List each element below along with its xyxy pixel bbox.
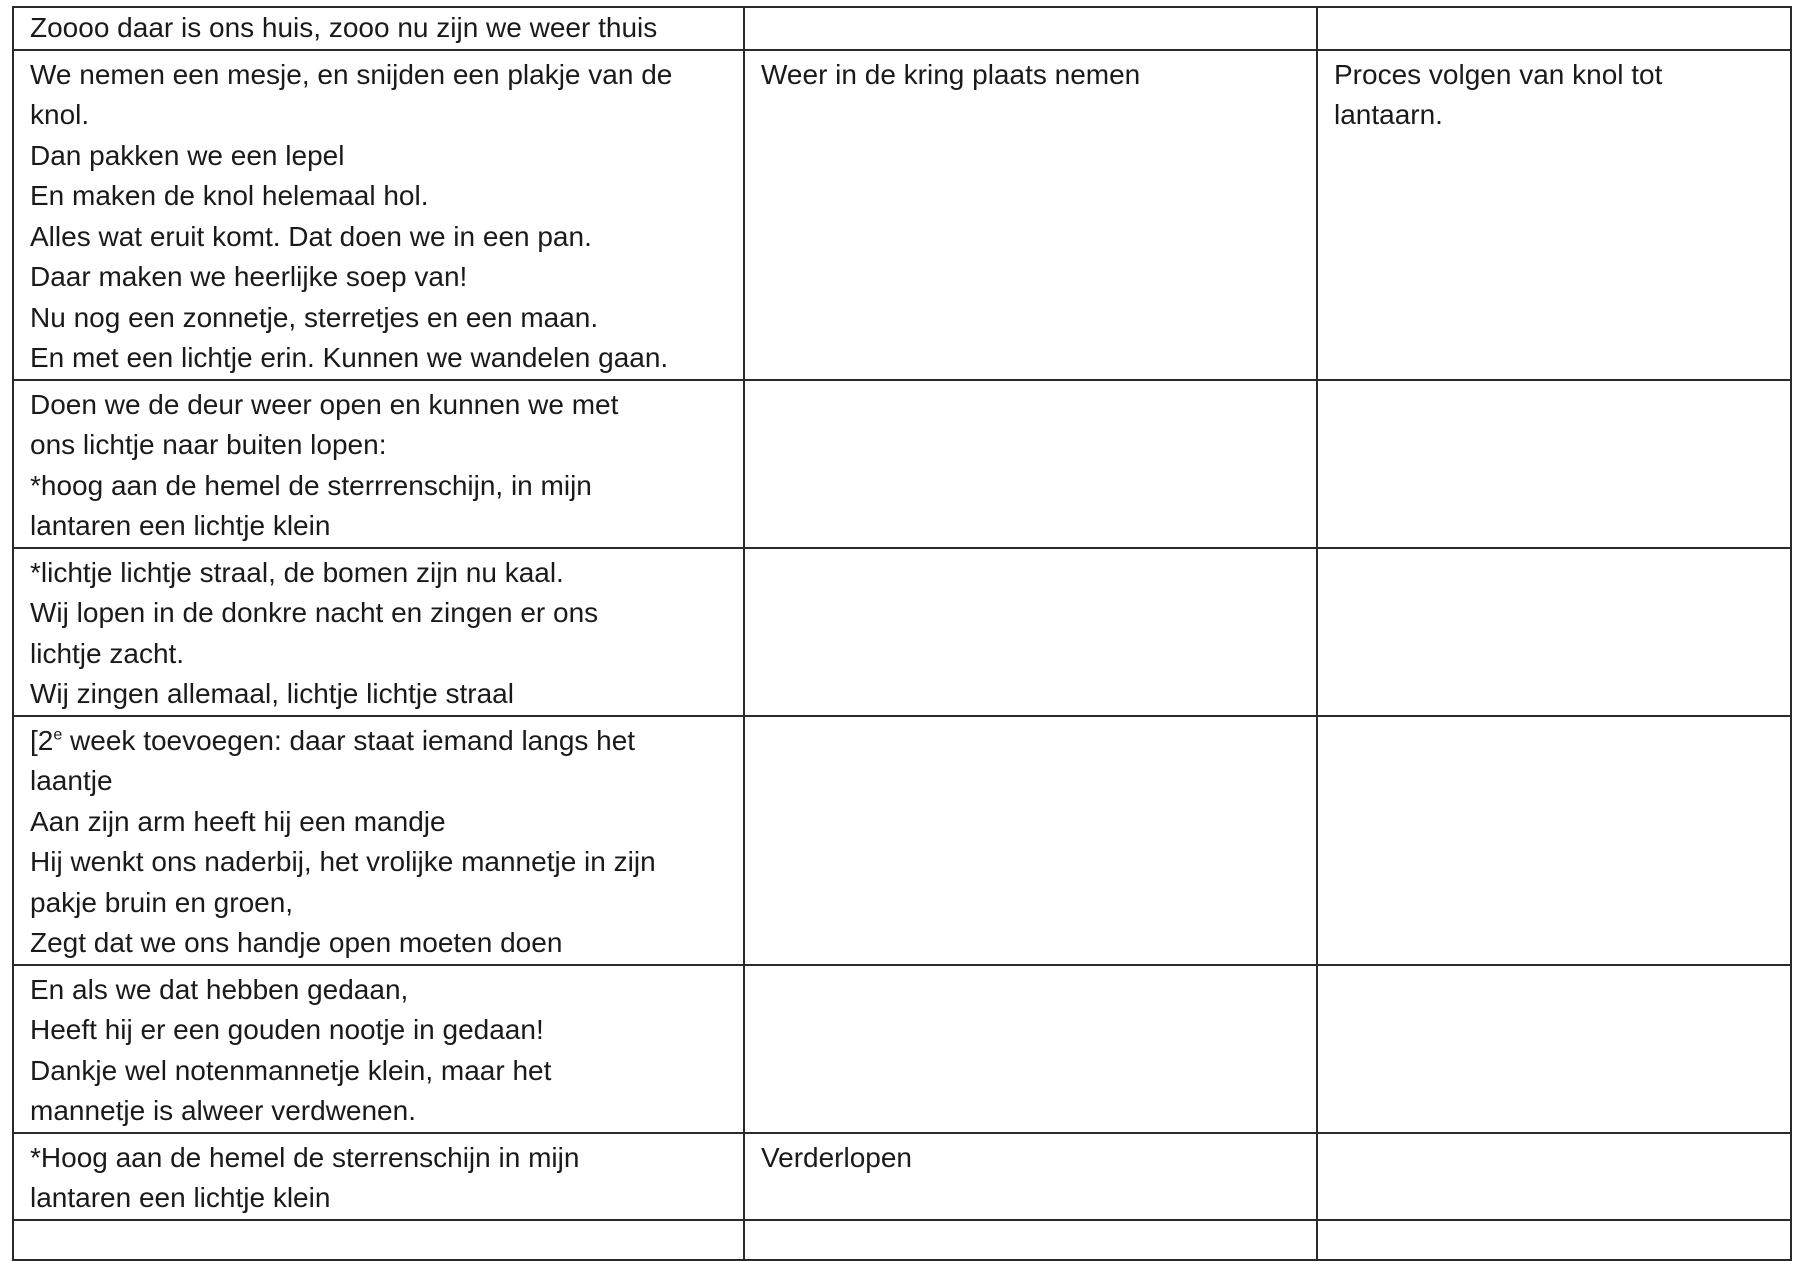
table-cell-text bbox=[13, 1133, 744, 1220]
text-line: Wij zingen allemaal, lichtje lichtje straal bbox=[30, 678, 514, 709]
text-line: laantje bbox=[30, 765, 113, 796]
text-line: *hoog aan de hemel de sterrrenschijn, in mijn bbox=[30, 469, 592, 501]
table-row bbox=[13, 965, 1791, 1133]
table-row bbox=[13, 7, 1791, 50]
table-row bbox=[13, 50, 1791, 380]
text-line: *lichtje lichtje straal, de bomen zijn nu kaal. bbox=[30, 556, 564, 588]
text-line: Dan pakken we een lepel bbox=[30, 139, 345, 171]
goal-text: Proces volgen van knol tot lantaarn. bbox=[1334, 58, 1663, 130]
text-line: Daar maken we heerlijke soep van! bbox=[30, 261, 468, 292]
text-line: mannetje is alweer verdwenen. bbox=[30, 1095, 416, 1126]
table-cell-goal bbox=[1317, 548, 1791, 716]
table-row bbox=[13, 380, 1791, 548]
text-line bbox=[30, 721, 727, 762]
table-cell-goal bbox=[1317, 1220, 1791, 1260]
table-cell-goal bbox=[1317, 50, 1791, 380]
lesson-table bbox=[12, 6, 1792, 1261]
activity-text: Verderlopen bbox=[761, 1141, 913, 1173]
text-line: Doen we de deur weer open en kunnen we met bbox=[30, 388, 619, 420]
table-cell-goal bbox=[1317, 380, 1791, 548]
table-cell-activity bbox=[744, 7, 1317, 50]
text-line: Alles wat eruit komt. Dat doen we in een pan. bbox=[30, 220, 592, 252]
table-cell-text bbox=[13, 380, 744, 548]
table-cell-goal bbox=[1317, 1133, 1791, 1220]
text-line: lantaren een lichtje klein bbox=[30, 510, 331, 541]
text-line: lichtje zacht. bbox=[30, 637, 185, 669]
table-row bbox=[13, 716, 1791, 965]
table-row bbox=[13, 1133, 1791, 1220]
table-cell-text bbox=[13, 965, 744, 1133]
superscript-e: e bbox=[53, 726, 63, 744]
table-cell-activity bbox=[744, 1220, 1317, 1260]
text-line: We nemen een mesje, en snijden een plakje van de bbox=[30, 58, 673, 90]
table-cell-text bbox=[13, 50, 744, 380]
table-cell-activity bbox=[744, 716, 1317, 965]
table-cell-goal bbox=[1317, 965, 1791, 1133]
text-line: Wij lopen in de donkre nacht en zingen er ons bbox=[30, 597, 599, 628]
table-cell-activity bbox=[744, 548, 1317, 716]
text-line: Aan zijn arm heeft hij een mandje bbox=[30, 805, 446, 837]
table-row bbox=[13, 1220, 1791, 1260]
text-line: ons lichtje naar buiten lopen: bbox=[30, 429, 387, 460]
text-line: Nu nog een zonnetje, sterretjes en een maan. bbox=[30, 301, 599, 333]
text-line: En maken de knol helemaal hol. bbox=[30, 180, 429, 211]
table-cell-activity bbox=[744, 50, 1317, 380]
table-cell-activity bbox=[744, 380, 1317, 548]
text-line: *Hoog aan de hemel de sterrenschijn in mijn bbox=[30, 1141, 580, 1173]
text-line: Zoooo daar is ons huis, zooo nu zijn we weer thuis bbox=[30, 12, 658, 43]
table-cell-text bbox=[13, 7, 744, 50]
text-suffix: week toevoegen: daar staat iemand langs het bbox=[62, 724, 636, 756]
text-line: Hij wenkt ons naderbij, het vrolijke mannetje in zijn bbox=[30, 846, 656, 877]
text-prefix: [2 bbox=[30, 724, 54, 756]
text-line: lantaren een lichtje klein bbox=[30, 1182, 331, 1213]
text-line: knol. bbox=[30, 99, 90, 130]
text-line: En met een lichtje erin. Kunnen we wandelen gaan. bbox=[30, 342, 669, 373]
table-cell-activity bbox=[744, 1133, 1317, 1220]
table-cell-goal bbox=[1317, 7, 1791, 50]
activity-text: Weer in de kring plaats nemen bbox=[761, 58, 1141, 90]
text-line: En als we dat hebben gedaan, bbox=[30, 973, 409, 1005]
text-line: Dankje wel notenmannetje klein, maar het bbox=[30, 1054, 552, 1086]
table-cell-text bbox=[13, 548, 744, 716]
text-line: Heeft hij er een gouden nootje in gedaan! bbox=[30, 1014, 544, 1045]
text-line: Zegt dat we ons handje open moeten doen bbox=[30, 927, 563, 958]
table-cell-text bbox=[13, 1220, 744, 1260]
table-cell-activity bbox=[744, 965, 1317, 1133]
table-cell-goal bbox=[1317, 716, 1791, 965]
table-row bbox=[13, 548, 1791, 716]
text-line: pakje bruin en groen, bbox=[30, 886, 294, 918]
table-cell-text bbox=[13, 716, 744, 965]
